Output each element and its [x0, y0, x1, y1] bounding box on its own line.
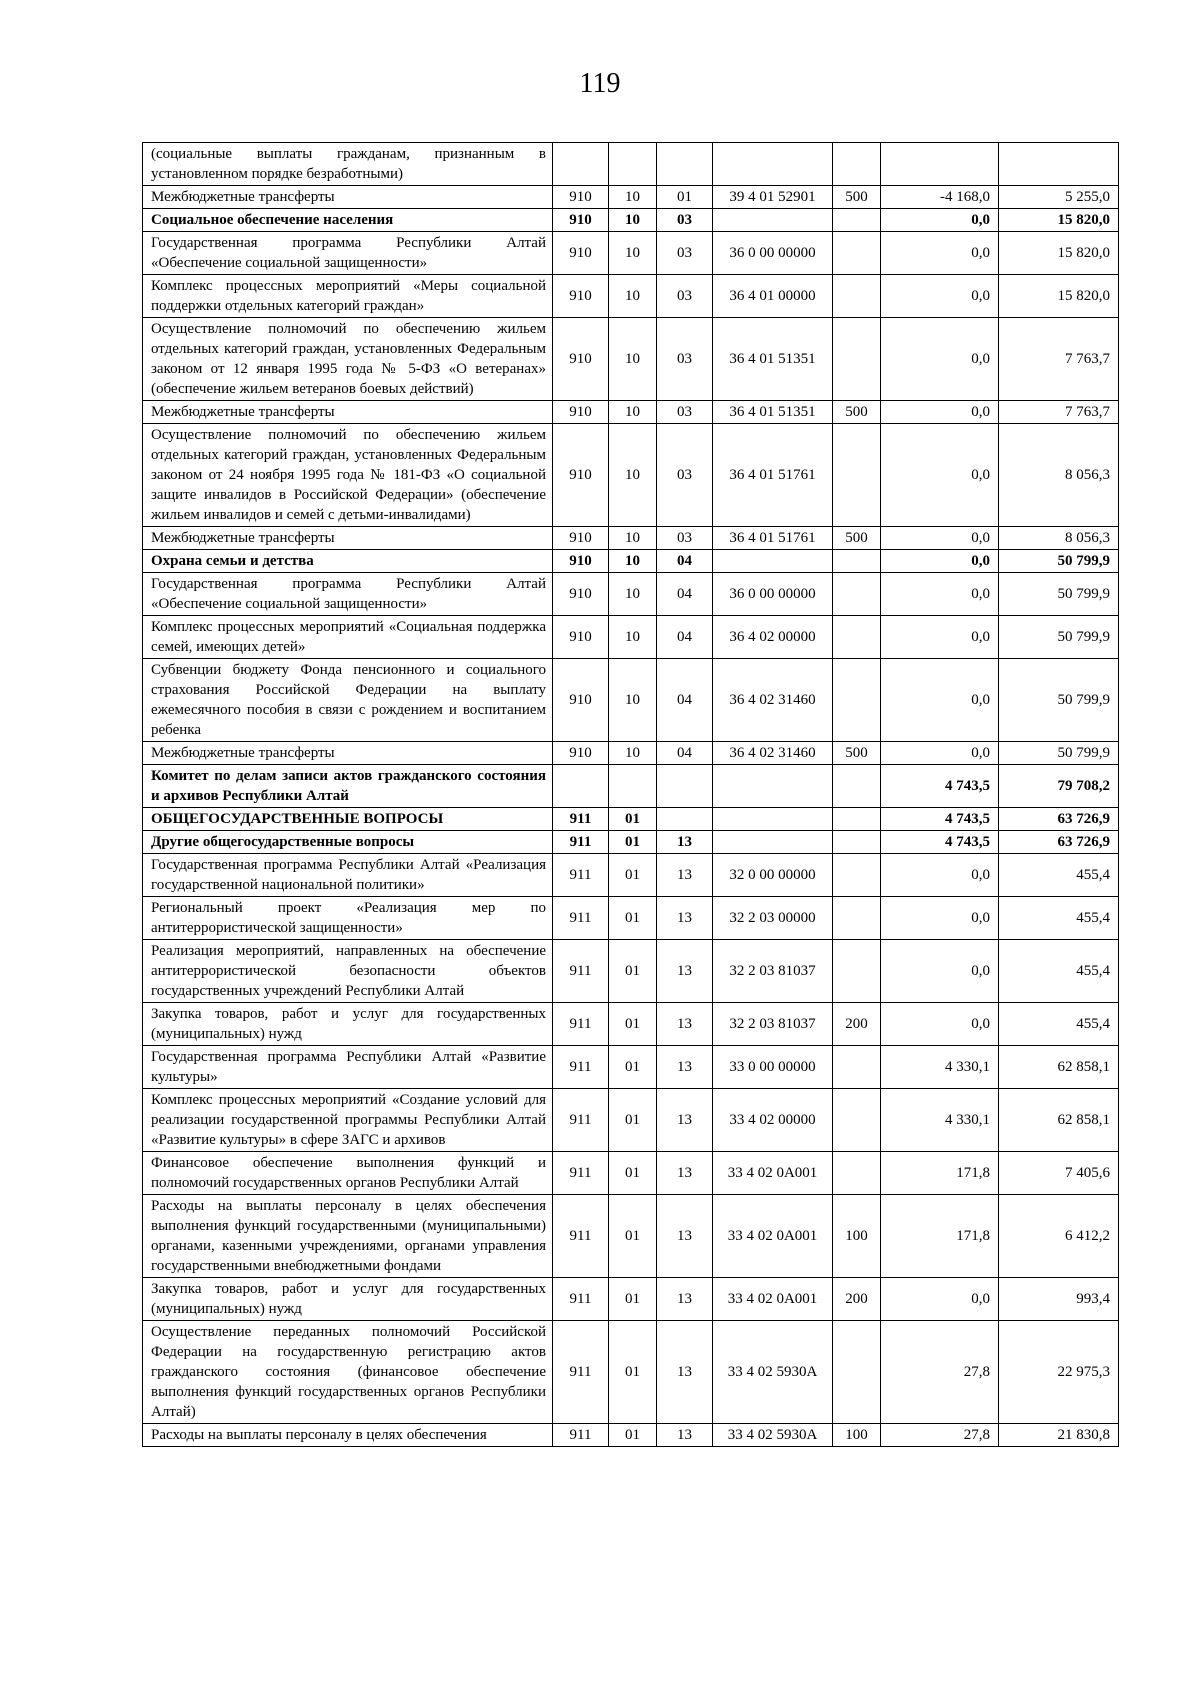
- subsection-code-cell: 04: [657, 742, 713, 765]
- table-row: [143, 527, 1119, 550]
- subsection-code-cell: 13: [657, 940, 713, 1003]
- amount-total-cell: 7 763,7: [999, 401, 1119, 424]
- section-code-cell: 01: [609, 1089, 657, 1152]
- row-name-cell: Государственная программа Республики Алтай «Обеспечение социальной защищенности»: [143, 232, 553, 275]
- grbs-code-cell: 910: [553, 401, 609, 424]
- target-article-cell: [713, 831, 833, 854]
- grbs-code-cell: 911: [553, 1152, 609, 1195]
- section-code-cell: 10: [609, 401, 657, 424]
- table-body: [143, 143, 1119, 1447]
- subsection-code-cell: [657, 143, 713, 186]
- grbs-code-cell: [553, 143, 609, 186]
- row-name-cell: Субвенции бюджету Фонда пенсионного и социального страхования Российской Федерации на выплату ежемесячного пособия в связи с рождением и воспитанием ребенка: [143, 659, 553, 742]
- row-name-cell: Межбюджетные трансферты: [143, 401, 553, 424]
- target-article-cell: 32 2 03 81037: [713, 940, 833, 1003]
- amount-total-cell: 50 799,9: [999, 573, 1119, 616]
- amount-change-cell: 4 330,1: [881, 1089, 999, 1152]
- table-row: [143, 1321, 1119, 1424]
- table-row: [143, 1195, 1119, 1278]
- grbs-code-cell: 910: [553, 424, 609, 527]
- section-code-cell: 01: [609, 1321, 657, 1424]
- section-code-cell: 01: [609, 897, 657, 940]
- amount-total-cell: 8 056,3: [999, 527, 1119, 550]
- table-row: [143, 318, 1119, 401]
- section-code-cell: 10: [609, 424, 657, 527]
- target-article-cell: 36 4 01 00000: [713, 275, 833, 318]
- amount-total-cell: [999, 143, 1119, 186]
- row-name-cell: Социальное обеспечение населения: [143, 209, 553, 232]
- table-row: [143, 232, 1119, 275]
- table-row: [143, 897, 1119, 940]
- target-article-cell: 36 4 01 51761: [713, 424, 833, 527]
- section-code-cell: 01: [609, 1278, 657, 1321]
- subsection-code-cell: 13: [657, 1003, 713, 1046]
- table-row: [143, 401, 1119, 424]
- target-article-cell: [713, 209, 833, 232]
- row-name-cell: Закупка товаров, работ и услуг для государственных (муниципальных) нужд: [143, 1003, 553, 1046]
- amount-total-cell: 455,4: [999, 854, 1119, 897]
- target-article-cell: 39 4 01 52901: [713, 186, 833, 209]
- expense-type-cell: [833, 659, 881, 742]
- target-article-cell: 36 4 01 51761: [713, 527, 833, 550]
- amount-change-cell: 4 743,5: [881, 831, 999, 854]
- target-article-cell: [713, 765, 833, 808]
- section-code-cell: 01: [609, 1003, 657, 1046]
- amount-total-cell: 50 799,9: [999, 742, 1119, 765]
- section-code-cell: 10: [609, 616, 657, 659]
- row-name-cell: Осуществление переданных полномочий Российской Федерации на государственную регистрацию актов гражданского состояния (финансовое обеспечение выполнения функций государственных органов Республики Алтай): [143, 1321, 553, 1424]
- target-article-cell: 36 4 01 51351: [713, 401, 833, 424]
- amount-total-cell: 455,4: [999, 1003, 1119, 1046]
- amount-total-cell: 6 412,2: [999, 1195, 1119, 1278]
- target-article-cell: 36 4 02 31460: [713, 742, 833, 765]
- row-name-cell: Охрана семьи и детства: [143, 550, 553, 573]
- amount-total-cell: 7 763,7: [999, 318, 1119, 401]
- table-row: [143, 940, 1119, 1003]
- table-row: [143, 550, 1119, 573]
- amount-total-cell: 63 726,9: [999, 808, 1119, 831]
- expense-type-cell: 500: [833, 401, 881, 424]
- amount-change-cell: 0,0: [881, 1003, 999, 1046]
- amount-change-cell: 0,0: [881, 424, 999, 527]
- amount-change-cell: 4 330,1: [881, 1046, 999, 1089]
- section-code-cell: 01: [609, 831, 657, 854]
- table-row: [143, 573, 1119, 616]
- amount-change-cell: 0,0: [881, 940, 999, 1003]
- section-code-cell: 01: [609, 1195, 657, 1278]
- subsection-code-cell: 13: [657, 831, 713, 854]
- section-code-cell: [609, 143, 657, 186]
- amount-change-cell: 0,0: [881, 527, 999, 550]
- amount-change-cell: 0,0: [881, 659, 999, 742]
- expense-type-cell: 500: [833, 527, 881, 550]
- grbs-code-cell: 910: [553, 209, 609, 232]
- amount-total-cell: 50 799,9: [999, 550, 1119, 573]
- target-article-cell: 32 0 00 00000: [713, 854, 833, 897]
- grbs-code-cell: 910: [553, 659, 609, 742]
- subsection-code-cell: 03: [657, 209, 713, 232]
- row-name-cell: (социальные выплаты гражданам, признанным в установленном порядке безработными): [143, 143, 553, 186]
- subsection-code-cell: 03: [657, 275, 713, 318]
- table-row: [143, 1424, 1119, 1447]
- target-article-cell: 32 2 03 00000: [713, 897, 833, 940]
- grbs-code-cell: 911: [553, 1046, 609, 1089]
- amount-total-cell: 15 820,0: [999, 209, 1119, 232]
- row-name-cell: Закупка товаров, работ и услуг для государственных (муниципальных) нужд: [143, 1278, 553, 1321]
- grbs-code-cell: [553, 765, 609, 808]
- row-name-cell: Региональный проект «Реализация мер по антитеррористической защищенности»: [143, 897, 553, 940]
- expense-type-cell: [833, 275, 881, 318]
- section-code-cell: 01: [609, 1046, 657, 1089]
- grbs-code-cell: 911: [553, 1424, 609, 1447]
- amount-change-cell: 0,0: [881, 209, 999, 232]
- table-row: [143, 1152, 1119, 1195]
- table-row: [143, 616, 1119, 659]
- grbs-code-cell: 910: [553, 318, 609, 401]
- row-name-cell: Комплекс процессных мероприятий «Создание условий для реализации государственной программы Республики Алтай «Развитие культуры» в сфере ЗАГС и архивов: [143, 1089, 553, 1152]
- expense-type-cell: [833, 232, 881, 275]
- expense-type-cell: [833, 616, 881, 659]
- table-row: [143, 831, 1119, 854]
- subsection-code-cell: 01: [657, 186, 713, 209]
- expense-type-cell: 200: [833, 1003, 881, 1046]
- grbs-code-cell: 910: [553, 186, 609, 209]
- table-row: [143, 424, 1119, 527]
- section-code-cell: 01: [609, 1424, 657, 1447]
- expense-type-cell: [833, 318, 881, 401]
- row-name-cell: Расходы на выплаты персоналу в целях обеспечения: [143, 1424, 553, 1447]
- grbs-code-cell: 911: [553, 808, 609, 831]
- expense-type-cell: 100: [833, 1195, 881, 1278]
- expense-type-cell: [833, 854, 881, 897]
- amount-change-cell: 4 743,5: [881, 765, 999, 808]
- subsection-code-cell: 03: [657, 232, 713, 275]
- grbs-code-cell: 911: [553, 1195, 609, 1278]
- target-article-cell: 33 4 02 0А001: [713, 1195, 833, 1278]
- amount-change-cell: 0,0: [881, 897, 999, 940]
- amount-total-cell: 63 726,9: [999, 831, 1119, 854]
- target-article-cell: 36 4 01 51351: [713, 318, 833, 401]
- section-code-cell: 10: [609, 209, 657, 232]
- expense-type-cell: 200: [833, 1278, 881, 1321]
- subsection-code-cell: 13: [657, 897, 713, 940]
- subsection-code-cell: 04: [657, 616, 713, 659]
- expense-type-cell: [833, 831, 881, 854]
- amount-change-cell: 0,0: [881, 318, 999, 401]
- target-article-cell: 33 4 02 5930А: [713, 1424, 833, 1447]
- table-row: [143, 186, 1119, 209]
- table-row: [143, 275, 1119, 318]
- subsection-code-cell: [657, 765, 713, 808]
- amount-total-cell: 62 858,1: [999, 1089, 1119, 1152]
- target-article-cell: 36 0 00 00000: [713, 573, 833, 616]
- subsection-code-cell: 04: [657, 550, 713, 573]
- section-code-cell: 10: [609, 550, 657, 573]
- target-article-cell: [713, 808, 833, 831]
- row-name-cell: Межбюджетные трансферты: [143, 742, 553, 765]
- row-name-cell: Осуществление полномочий по обеспечению жильем отдельных категорий граждан, установленных Федеральным законом от 24 ноября 1995 года № 181-ФЗ «О социальной защите инвалидов в Российской Федерации» (обеспечение жильем инвалидов и семей с детьми-инвалидами): [143, 424, 553, 527]
- table-row: [143, 1003, 1119, 1046]
- subsection-code-cell: 03: [657, 424, 713, 527]
- amount-change-cell: 0,0: [881, 401, 999, 424]
- section-code-cell: 10: [609, 232, 657, 275]
- expense-type-cell: [833, 550, 881, 573]
- grbs-code-cell: 911: [553, 1003, 609, 1046]
- row-name-cell: Межбюджетные трансферты: [143, 527, 553, 550]
- expense-type-cell: [833, 808, 881, 831]
- table-row: [143, 143, 1119, 186]
- expense-type-cell: [833, 573, 881, 616]
- subsection-code-cell: 13: [657, 1195, 713, 1278]
- table-row: [143, 765, 1119, 808]
- amount-total-cell: 79 708,2: [999, 765, 1119, 808]
- subsection-code-cell: 04: [657, 659, 713, 742]
- row-name-cell: Реализация мероприятий, направленных на обеспечение антитеррористической безопасности объектов государственных учреждений Республики Алтай: [143, 940, 553, 1003]
- expense-type-cell: [833, 897, 881, 940]
- grbs-code-cell: 910: [553, 550, 609, 573]
- target-article-cell: 32 2 03 81037: [713, 1003, 833, 1046]
- amount-total-cell: 62 858,1: [999, 1046, 1119, 1089]
- section-code-cell: 10: [609, 318, 657, 401]
- row-name-cell: Осуществление полномочий по обеспечению жильем отдельных категорий граждан, установленных Федеральным законом от 12 января 1995 года № 5-ФЗ «О ветеранах» (обеспечение жильем ветеранов боевых действий): [143, 318, 553, 401]
- section-code-cell: 01: [609, 1152, 657, 1195]
- section-code-cell: 01: [609, 854, 657, 897]
- table-row: [143, 659, 1119, 742]
- subsection-code-cell: 03: [657, 527, 713, 550]
- expense-type-cell: [833, 1152, 881, 1195]
- target-article-cell: 33 4 02 00000: [713, 1089, 833, 1152]
- table-row: [143, 742, 1119, 765]
- subsection-code-cell: [657, 808, 713, 831]
- grbs-code-cell: 910: [553, 616, 609, 659]
- subsection-code-cell: 13: [657, 1152, 713, 1195]
- row-name-cell: Государственная программа Республики Алтай «Обеспечение социальной защищенности»: [143, 573, 553, 616]
- amount-total-cell: 993,4: [999, 1278, 1119, 1321]
- target-article-cell: 33 0 00 00000: [713, 1046, 833, 1089]
- section-code-cell: 10: [609, 742, 657, 765]
- amount-change-cell: 171,8: [881, 1152, 999, 1195]
- row-name-cell: Государственная программа Республики Алтай «Развитие культуры»: [143, 1046, 553, 1089]
- amount-total-cell: 455,4: [999, 940, 1119, 1003]
- grbs-code-cell: 910: [553, 742, 609, 765]
- amount-change-cell: 0,0: [881, 1278, 999, 1321]
- amount-total-cell: 22 975,3: [999, 1321, 1119, 1424]
- grbs-code-cell: 911: [553, 1321, 609, 1424]
- section-code-cell: 10: [609, 573, 657, 616]
- table-row: [143, 1046, 1119, 1089]
- row-name-cell: Межбюджетные трансферты: [143, 186, 553, 209]
- expense-type-cell: [833, 1046, 881, 1089]
- subsection-code-cell: 13: [657, 854, 713, 897]
- expense-type-cell: 500: [833, 742, 881, 765]
- section-code-cell: 01: [609, 808, 657, 831]
- target-article-cell: 33 4 02 0А001: [713, 1152, 833, 1195]
- subsection-code-cell: 04: [657, 573, 713, 616]
- page-number: 119: [579, 68, 621, 99]
- expense-type-cell: [833, 209, 881, 232]
- subsection-code-cell: 03: [657, 401, 713, 424]
- table-row: [143, 808, 1119, 831]
- row-name-cell: ОБЩЕГОСУДАРСТВЕННЫЕ ВОПРОСЫ: [143, 808, 553, 831]
- amount-change-cell: 0,0: [881, 616, 999, 659]
- amount-change-cell: [881, 143, 999, 186]
- amount-total-cell: 15 820,0: [999, 232, 1119, 275]
- grbs-code-cell: 911: [553, 854, 609, 897]
- budget-table: [142, 142, 1119, 1447]
- subsection-code-cell: 13: [657, 1046, 713, 1089]
- target-article-cell: 33 4 02 0А001: [713, 1278, 833, 1321]
- row-name-cell: Другие общегосударственные вопросы: [143, 831, 553, 854]
- row-name-cell: Комплекс процессных мероприятий «Меры социальной поддержки отдельных категорий граждан»: [143, 275, 553, 318]
- grbs-code-cell: 910: [553, 573, 609, 616]
- target-article-cell: 36 4 02 00000: [713, 616, 833, 659]
- amount-change-cell: 0,0: [881, 232, 999, 275]
- section-code-cell: 10: [609, 186, 657, 209]
- subsection-code-cell: 13: [657, 1424, 713, 1447]
- row-name-cell: Финансовое обеспечение выполнения функций и полномочий государственных органов Республики Алтай: [143, 1152, 553, 1195]
- section-code-cell: 10: [609, 659, 657, 742]
- amount-change-cell: 171,8: [881, 1195, 999, 1278]
- table-row: [143, 1089, 1119, 1152]
- grbs-code-cell: 911: [553, 1089, 609, 1152]
- row-name-cell: Комитет по делам записи актов гражданского состояния и архивов Республики Алтай: [143, 765, 553, 808]
- amount-change-cell: 0,0: [881, 550, 999, 573]
- expense-type-cell: 100: [833, 1424, 881, 1447]
- section-code-cell: 10: [609, 275, 657, 318]
- amount-total-cell: 455,4: [999, 897, 1119, 940]
- expense-type-cell: [833, 1321, 881, 1424]
- amount-total-cell: 8 056,3: [999, 424, 1119, 527]
- expense-type-cell: 500: [833, 186, 881, 209]
- row-name-cell: Комплекс процессных мероприятий «Социальная поддержка семей, имеющих детей»: [143, 616, 553, 659]
- amount-change-cell: 27,8: [881, 1424, 999, 1447]
- row-name-cell: Государственная программа Республики Алтай «Реализация государственной национальной политики»: [143, 854, 553, 897]
- amount-total-cell: 21 830,8: [999, 1424, 1119, 1447]
- subsection-code-cell: 13: [657, 1089, 713, 1152]
- amount-change-cell: 0,0: [881, 742, 999, 765]
- subsection-code-cell: 03: [657, 318, 713, 401]
- expense-type-cell: [833, 1089, 881, 1152]
- grbs-code-cell: 911: [553, 1278, 609, 1321]
- amount-change-cell: 27,8: [881, 1321, 999, 1424]
- table-row: [143, 854, 1119, 897]
- grbs-code-cell: 910: [553, 527, 609, 550]
- grbs-code-cell: 911: [553, 940, 609, 1003]
- amount-total-cell: 5 255,0: [999, 186, 1119, 209]
- section-code-cell: [609, 765, 657, 808]
- subsection-code-cell: 13: [657, 1321, 713, 1424]
- amount-total-cell: 7 405,6: [999, 1152, 1119, 1195]
- expense-type-cell: [833, 765, 881, 808]
- amount-change-cell: 0,0: [881, 573, 999, 616]
- target-article-cell: [713, 143, 833, 186]
- amount-total-cell: 50 799,9: [999, 616, 1119, 659]
- amount-total-cell: 15 820,0: [999, 275, 1119, 318]
- amount-total-cell: 50 799,9: [999, 659, 1119, 742]
- expense-type-cell: [833, 424, 881, 527]
- section-code-cell: 01: [609, 940, 657, 1003]
- amount-change-cell: -4 168,0: [881, 186, 999, 209]
- amount-change-cell: 4 743,5: [881, 808, 999, 831]
- subsection-code-cell: 13: [657, 1278, 713, 1321]
- expense-type-cell: [833, 143, 881, 186]
- grbs-code-cell: 911: [553, 831, 609, 854]
- grbs-code-cell: 911: [553, 897, 609, 940]
- target-article-cell: 33 4 02 5930А: [713, 1321, 833, 1424]
- expense-type-cell: [833, 940, 881, 1003]
- grbs-code-cell: 910: [553, 275, 609, 318]
- section-code-cell: 10: [609, 527, 657, 550]
- amount-change-cell: 0,0: [881, 275, 999, 318]
- amount-change-cell: 0,0: [881, 854, 999, 897]
- table-row: [143, 1278, 1119, 1321]
- target-article-cell: 36 0 00 00000: [713, 232, 833, 275]
- table-row: [143, 209, 1119, 232]
- target-article-cell: [713, 550, 833, 573]
- row-name-cell: Расходы на выплаты персоналу в целях обеспечения выполнения функций государственными (муниципальными) органами, казенными учреждениями, органами управления государственными внебюджетными фондами: [143, 1195, 553, 1278]
- target-article-cell: 36 4 02 31460: [713, 659, 833, 742]
- grbs-code-cell: 910: [553, 232, 609, 275]
